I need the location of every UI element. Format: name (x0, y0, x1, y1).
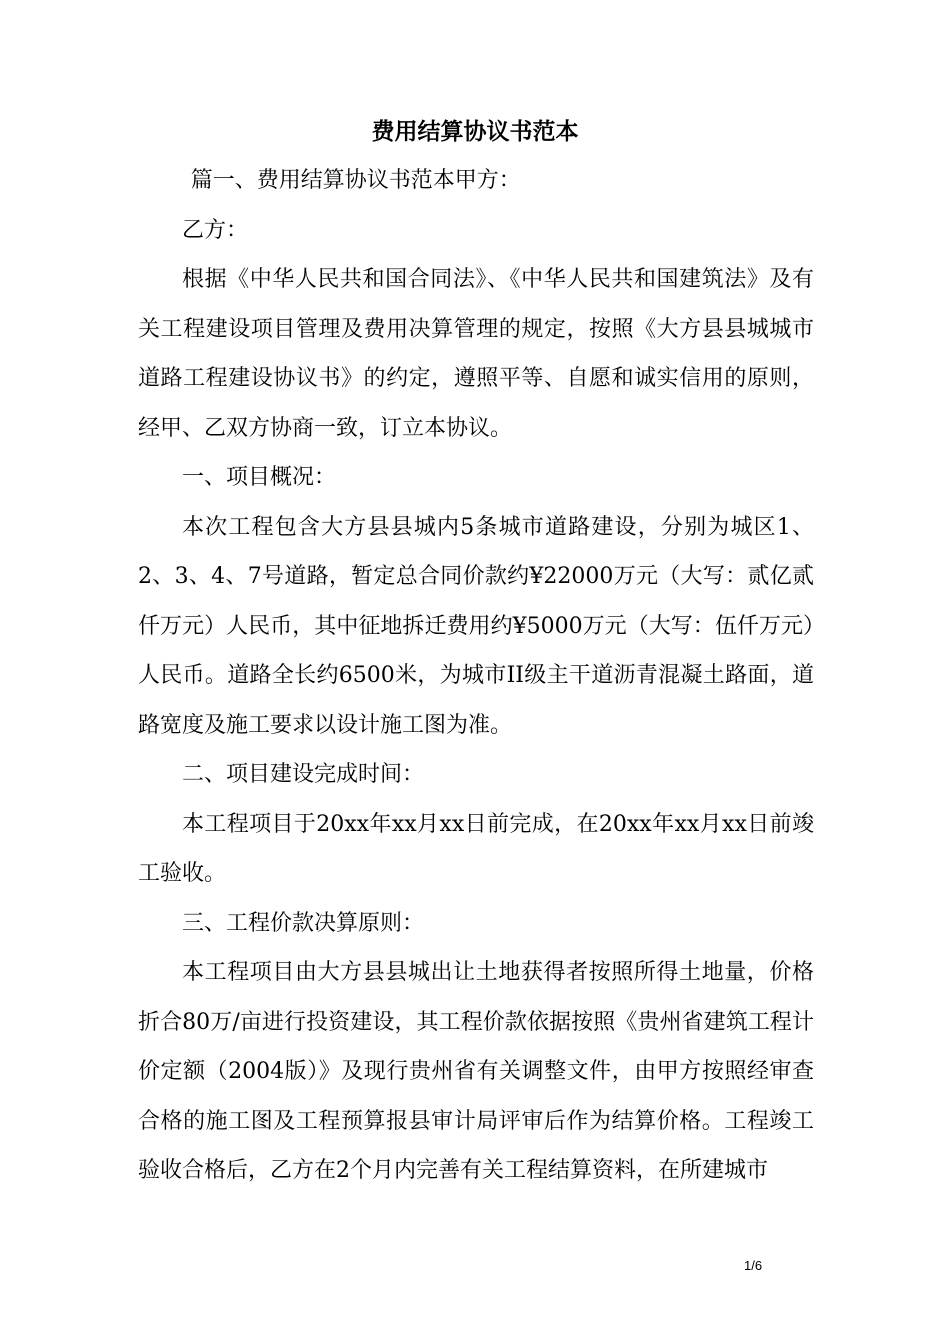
paragraph-project-overview-heading: 一、项目概况： (182, 465, 337, 490)
paragraph-settlement-principles-heading: 三、工程价款决算原则： (182, 910, 425, 936)
document-body (138, 156, 814, 1196)
paragraph-completion-time: 本工程项目于20xx年xx月xx日前完成，在20xx年xx月xx日前竣工验收。 (138, 811, 814, 886)
paragraph-completion-time-heading: 二、项目建设完成时间： (182, 762, 425, 787)
paragraph-legal-basis: 根据《中华人民共和国合同法》、《中华人民共和国建筑法》及有关工程建设项目管理及费用决算管理的规定，按照《大方县县城城市道路工程建设协议书》的约定，遵照平等、自愿和诚实信用的原则，经甲、乙双方协商一致，订立本协议。 (138, 267, 814, 441)
document-title: 费用结算协议书范本 (371, 119, 579, 145)
page-number: 1/6 (744, 1258, 763, 1273)
paragraph-party-b: 乙方： (182, 217, 249, 243)
paragraph-project-overview: 本次工程包含大方县县城内5条城市道路建设，分别为城区1、2、3、4、7号道路，暂定总合同价款约¥22000万元（大写：贰亿贰仟万元）人民币，其中征地拆迁费用约¥5000万元（大写：伍仟万元）人民币。道路全长约6500米，为城市II级主干道沥青混凝土路面，道路宽度及施工要求以设计施工图为准。 (138, 514, 814, 738)
paragraph-section-one-heading: 篇一、费用结算协议书范本甲方： (190, 168, 521, 193)
paragraph-settlement-principles: 本工程项目由大方县县城出让土地获得者按照所得土地量，价格折合80万/亩进行投资建设，其工程价款依据按照《贵州省建筑工程计价定额（2004版）》及现行贵州省有关调整文件，由甲方按照经审查合格的施工图及工程预算报县审计局评审后作为结算价格。工程竣工验收合格后，乙方在2个月内完善有关工程结算资料，在所建城市 (138, 960, 814, 1183)
